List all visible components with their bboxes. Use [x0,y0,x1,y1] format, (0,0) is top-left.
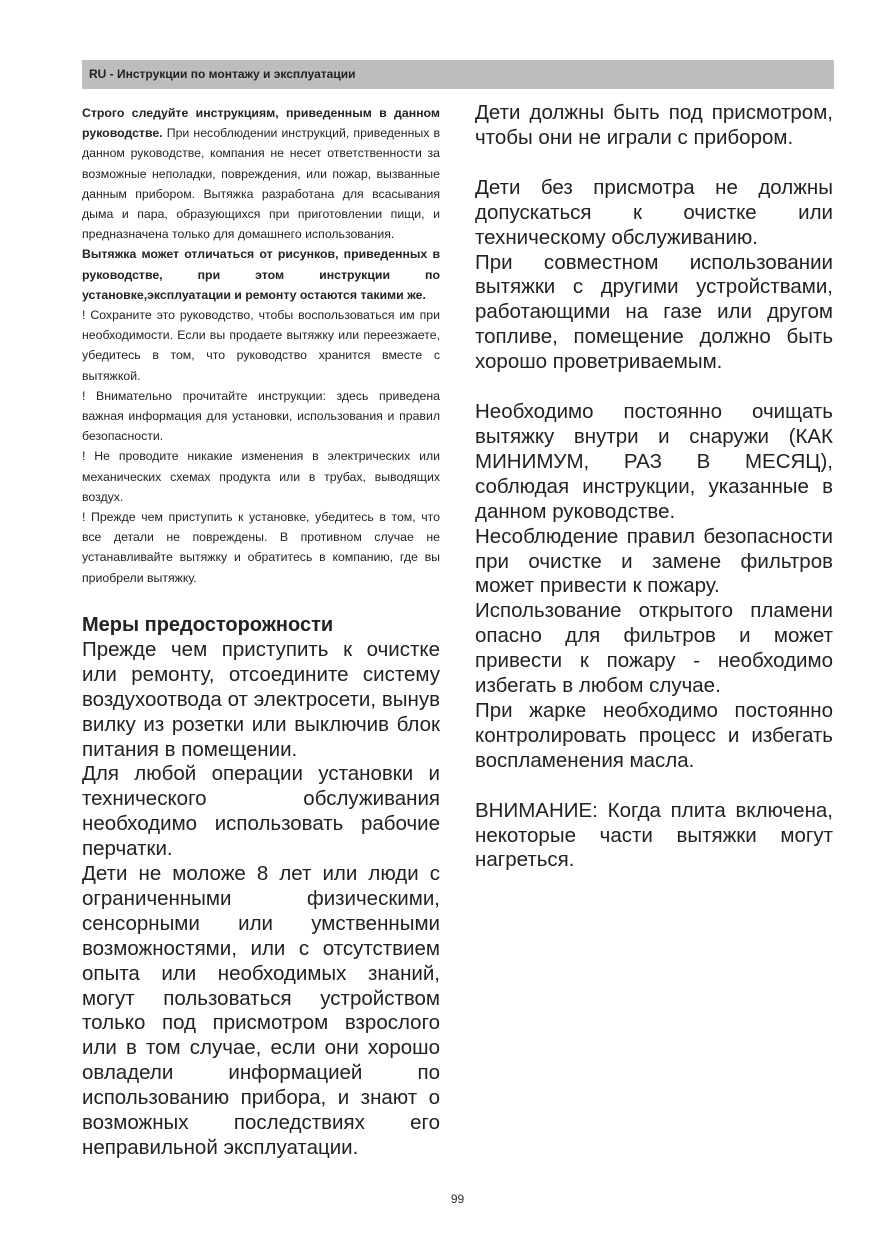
precautions-section [82,638,440,1161]
right-paragraph-6: Использование открытого пламени опасно для фильтров и может привести к пожару - необходимо избегать в любом случае. [475,599,833,698]
intro-section [82,103,440,588]
intro-paragraph-3: ! Сохраните это руководство, чтобы воспользоваться им при необходимости. Если вы продаете вытяжку или переезжаете, убедитесь в том, что руководство хранится вместе с вытяжкой. [82,308,440,383]
intro-paragraph-2 [82,244,440,305]
right-paragraph-4: Необходимо постоянно очищать вытяжку внутри и снаружи (КАК МИНИМУМ, РАЗ В МЕСЯЦ), соблюдая инструкции, указанные в данном руководстве. [475,400,833,523]
left-column [82,103,440,1161]
header-bar [82,60,834,89]
intro-paragraph-1 [82,103,440,244]
right-paragraph-7: При жарке необходимо постоянно контролировать процесс и избегать воспламенения масла. [475,698,833,772]
intro-paragraph-5: ! Не проводите никакие изменения в электрических или механических схемах продукта или в трубах, выводящих воздух. [82,449,440,504]
right-paragraph-5: Несоблюдение правил безопасности при очистке и замене фильтров может привести к пожару. [475,524,833,598]
right-paragraph-2: Дети без присмотра не должны допускаться к очистке или техническому обслуживанию. [475,175,833,249]
right-column [475,101,833,873]
right-paragraph-3: При совместном использовании вытяжки с другими устройствами, работающими на газе или другом топливе, помещение должно быть хорошо проветриваемым. [475,250,833,374]
right-paragraph-1: Дети должны быть под присмотром, чтобы они не играли с прибором. [475,101,833,149]
page-number: 99 [450,1192,465,1206]
intro-paragraph-6: ! Прежде чем приступить к установке, убедитесь в том, что все детали не повреждены. В противном случае не устанавливайте вытяжку и обратитесь в компанию, где вы приобрели вытяжку. [82,510,440,585]
precaution-paragraph: Дети не моложе 8 лет или люди с ограниченными физическими, сенсорными или умственными возможностями, или с отсутствием опыта или необходимых знаний, могут пользоваться устройством только под присмотром взрослого или в том случае, если они хорошо овладели информацией по использованию прибора, и знают о возможных последствиях его неправильной эксплуатации. [82,862,440,1159]
warning-paragraph: ВНИМАНИЕ: Когда плита включена, некоторые части вытяжки могут нагреться. [475,798,833,872]
precaution-paragraph: Для любой операции установки и технического обслуживания необходимо использовать рабочие перчатки. [82,762,440,861]
intro-paragraph-1-text: При несоблюдении инструкций, приведенных в данном руководстве, компания не несет ответственности за возможные неполадки, повреждения, или пожар, вызванные данным прибором. Вытяжка разработана для всасывания дыма и пара, образующихся при приготовлении пищи, и предназначена только для домашнего использования. [82,126,440,242]
header-title: RU - Инструкции по монтажу и эксплуатации [89,67,356,81]
intro-paragraph-4: ! Внимательно прочитайте инструкции: здесь приведена важная информация для установки, использования и правил безопасности. [82,388,440,444]
precaution-paragraph: Прежде чем приступить к очистке или ремонту, отсоедините систему воздухоотвода от электросети, вынув вилку из розетки или выключив блок питания в помещении. [82,637,440,761]
intro-paragraph-2-bold: Вытяжка может отличаться от рисунков, приведенных в руководстве, при этом инструкции по установке,эксплуатации и ремонту остаются такими же. [82,247,440,302]
precautions-heading: Меры предосторожности [82,613,334,636]
intro-paragraph-1-bold: Строго следуйте инструкциям, приведенным в данном руководстве. [82,106,440,141]
